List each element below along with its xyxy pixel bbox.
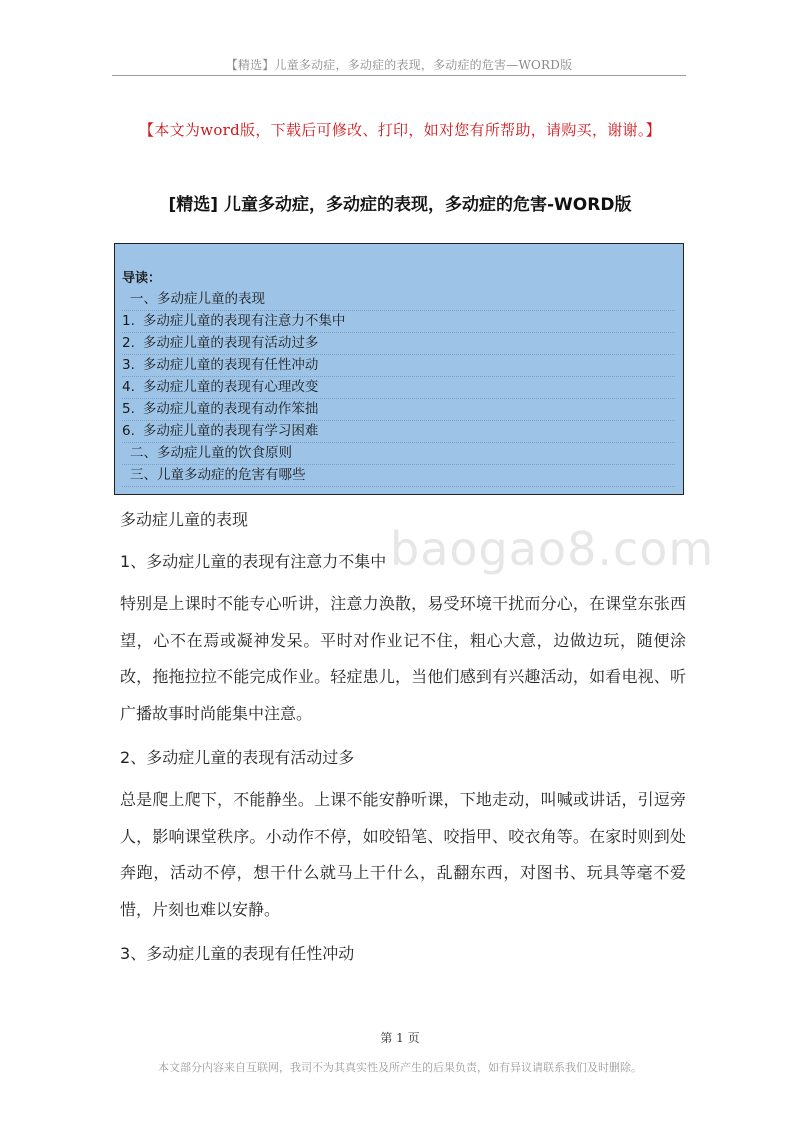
purchase-notice: 【本文为word版，下载后可修改、打印，如对您有所帮助，请购买，谢谢。】 xyxy=(139,121,661,139)
reading-guide-heading: 导读： xyxy=(122,271,162,286)
subheading-2: 2、多动症儿童的表现有活动过多 xyxy=(120,748,355,767)
page-number: 第 1 页 xyxy=(380,1031,420,1045)
paragraph-1: 特别是上课时不能专心听讲，注意力涣散，易受环境干扰而分心，在课堂东张西望，心不在焉或凝神发呆。平时对作业记不住，粗心大意，边做边玩，随便涂改，拖拖拉拉不能完成作业。轻症患儿，当他们感到有兴趣活动，如看电视、听广播故事时尚能集中注意。 xyxy=(120,594,686,723)
header-rule xyxy=(112,75,686,76)
toc-item: 三、儿童多动症的危害有哪些 xyxy=(122,465,675,487)
subheading-1: 1、多动症儿童的表现有注意力不集中 xyxy=(120,552,387,571)
running-header: 【精选】儿童多动症，多动症的表现，多动症的危害—WORD版 xyxy=(225,58,573,72)
toc-item: 3. 多动症儿童的表现有任性冲动 xyxy=(122,355,675,377)
toc-item: 6. 多动症儿童的表现有学习困难 xyxy=(122,421,675,443)
toc-item: 一、多动症儿童的表现 xyxy=(122,289,675,311)
article-body xyxy=(120,500,686,974)
paragraph-2: 总是爬上爬下，不能静坐。上课不能安静听课，下地走动，叫喊或讲话，引逗旁人，影响课堂秩序。小动作不停，如咬铅笔、咬指甲、咬衣角等。在家时则到处奔跑，活动不停，想干什么就马上干什么，乱翻东西，对图书、玩具等毫不爱惜，片刻也难以安静。 xyxy=(120,790,686,919)
toc-item: 5. 多动症儿童的表现有动作笨拙 xyxy=(122,399,675,421)
watermark: baogao8.com xyxy=(390,522,715,576)
footer-disclaimer: 本文部分内容来自互联网，我司不为其真实性及所产生的后果负责，如有异议请联系我们及时删除。 xyxy=(158,1061,642,1074)
toc-item: 1. 多动症儿童的表现有注意力不集中 xyxy=(122,311,675,333)
toc-item: 2. 多动症儿童的表现有活动过多 xyxy=(122,333,675,355)
reading-guide-box xyxy=(114,243,684,495)
document-title: [精选] 儿童多动症，多动症的表现，多动症的危害-WORD版 xyxy=(168,195,632,215)
subheading-3: 3、多动症儿童的表现有任性冲动 xyxy=(120,944,355,963)
toc-item: 二、多动症儿童的饮食原则 xyxy=(122,443,675,465)
toc-item: 4. 多动症儿童的表现有心理改变 xyxy=(122,377,675,399)
section-heading: 多动症儿童的表现 xyxy=(120,510,249,529)
